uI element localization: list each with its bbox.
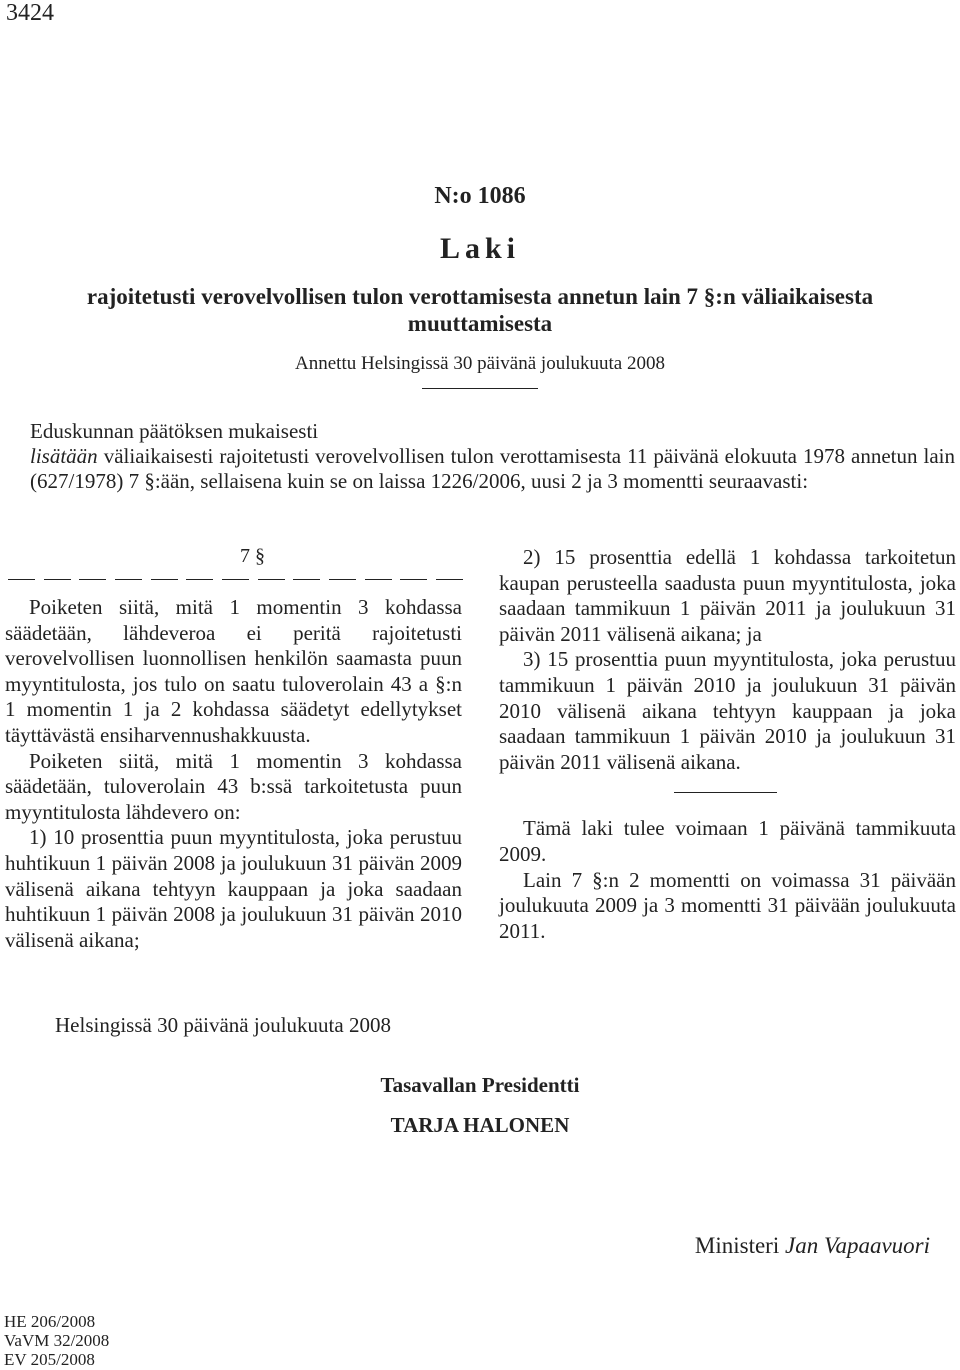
president-title: Tasavallan Presidentti [380,1073,580,1097]
reference-item: HE 206/2008 [4,1312,96,1331]
statute-number: N:o 1086 [434,183,526,209]
minister-signature [695,1233,930,1259]
minister-name: Jan Vapaavuori [784,1233,930,1258]
given-date-line: Annettu Helsingissä 30 päivänä joulukuuta 2008 [295,353,665,374]
effective-paragraph: Lain 7 §:n 2 momentti on voimassa 31 päivään joulukuuta 2009 ja 3 momentti 31 päivään joulukuuta 2011. [499,867,956,943]
right-column [499,545,956,944]
preamble [30,419,955,494]
effective-paragraph: Tämä laki tulee voimaan 1 päivänä tammikuuta 2009. [499,816,956,866]
document-title: rajoitetusti verovelvollisen tulon verottamisesta annetun lain 7 §:n väliaikaisesta muuttamisesta [86,284,874,336]
left-column [5,595,462,953]
paragraph: Poiketen siitä, mitä 1 momentin 3 kohdassa säädetään, tuloverolain 43 b:ssä tarkoitetusta puun myyntitulosta lähdevero on: [5,748,462,824]
paragraph: 1) 10 prosenttia puun myyntitulosta, joka perustuu huhtikuun 1 päivän 2008 ja joulukuun 31 päivän 2009 välisenä aikana tehtyyn kauppaan ja joka saadaan huhtikuun 1 päivän 2008 ja joulukuun 31 päivän 2010 välisenä aikana; [5,825,462,952]
preamble-verb: lisätään [30,444,98,468]
title-divider [422,388,538,389]
preamble-body: väliaikaisesti rajoitetusti verovelvollisen tulon verottamisesta 11 päivänä elokuuta 1978 annetun lain (627/1978) 7 §:ään, sellaisena kuin se on laissa 1226/2006, uusi 2 ja 3 momentti seuraavasti: [30,444,955,493]
preamble-intro: Eduskunnan päätöksen mukaisesti [30,419,319,443]
section-heading: 7 § [240,545,265,567]
reference-item: VaVM 32/2008 [4,1331,110,1350]
place-and-date: Helsingissä 30 päivänä joulukuuta 2008 [55,1013,391,1037]
document-type: Laki [439,232,521,265]
paragraph: Poiketen siitä, mitä 1 momentin 3 kohdassa säädetään, lähdeveroa ei peritä rajoitetusti verovelvollisen luonnollisen henkilön saamasta puun myyntitulosta, jos tulo on saatu tuloverolain 43 a §:n 1 momentin 1 ja 2 kohdassa säädetyt edellytykset täyttävästä ensiharvennushakkuusta. [5,595,462,747]
page-number: 3424 [6,0,54,26]
minister-title: Ministeri [694,1233,780,1258]
omitted-text-dashes [8,565,463,580]
paragraph: 3) 15 prosenttia puun myyntitulosta, joka perustuu tammikuun 1 päivän 2010 ja joulukuun 31 päivän 2010 välisenä aikana tehtyyn kauppaan ja joka saadaan tammikuun 1 päivän 2010 ja joulukuun 31 päivän 2011 välisenä aikana. [499,647,956,774]
preamble-text [30,444,955,494]
paragraph: 2) 15 prosenttia edellä 1 kohdassa tarkoitetun kaupan perusteella saadusta puun myyntitulosta, joka saadaan tammikuun 1 päivän 2011 ja joulukuun 31 päivän 2011 välisenä aikana; ja [499,545,956,646]
reference-item: EV 205/2008 [4,1350,95,1369]
reference-list [4,1312,109,1369]
president-name: TARJA HALONEN [390,1113,570,1137]
